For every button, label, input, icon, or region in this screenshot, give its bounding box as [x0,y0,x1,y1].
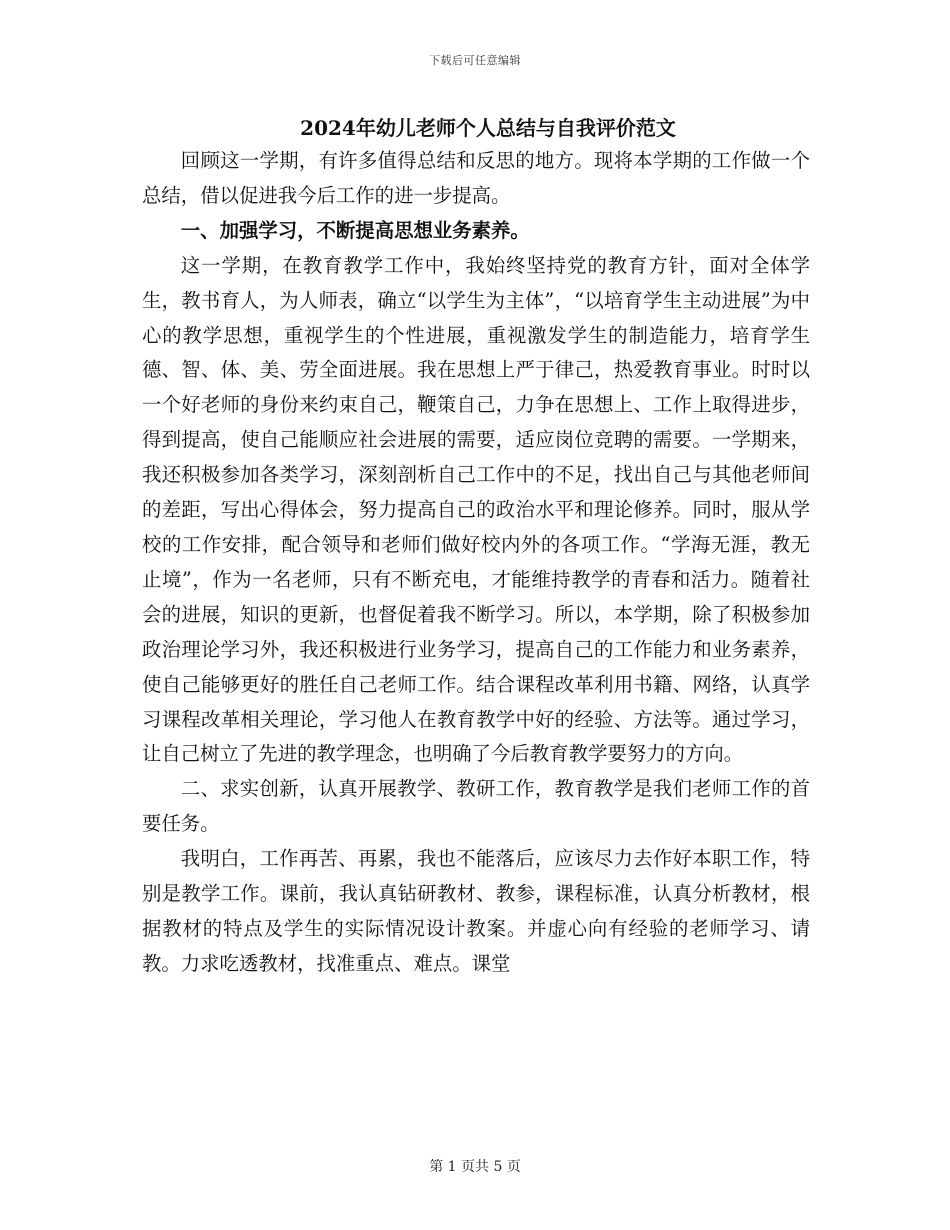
page-footer: 第 1 页共 5 页 [429,1159,521,1175]
section-heading-2: 二、求实创新，认真开展教学、教研工作，教育教学是我们老师工作的首要任务。 [142,777,810,836]
document-body [142,112,810,982]
document-title: 2024年幼儿老师个人总结与自我评价范文 [300,116,676,140]
paragraph-teaching: 我明白，工作再苦、再累，我也不能落后，应该尽力去作好本职工作，特别是教学工作。课前，我认真钻研教材、教参，课程标准，认真分析教材，根据教材的特点及学生的实际情况设计教案。并虚心向有经验的老师学习、请教。力求吃透教材，找准重点、难点。课堂 [142,847,810,975]
page-header: 下载后可任意编辑 [429,54,521,67]
section-heading-1: 一、加强学习，不断提高思想业务素养。 [180,218,530,242]
paragraph-intro: 回顾这一学期，有许多值得总结和反思的地方。现将本学期的工作做一个总结，借以促进我今后工作的进一步提高。 [142,149,810,207]
paragraph-study: 这一学期，在教育教学工作中，我始终坚持党的教育方针，面对全体学生，教书育人，为人师表，确立“以学生为主体”，“以培育学生主动进展”为中心的教学思想，重视学生的个性进展，重视激发学生的制造能力，培育学生德、智、体、美、劳全面进展。我在思想上严于律己，热爱教育事业。时时以一个好老师的身份来约束自己，鞭策自己，力争在思想上、工作上取得进步，得到提高，使自己能顺应社会进展的需要，适应岗位竞聘的需要。一学期来，我还积极参加各类学习，深刻剖析自己工作中的不足，找出自己与其他老师间的差距，写出心得体会，努力提高自己的政治水平和理论修养。同时，服从学校的工作安排，配合领导和老师们做好校内外的各项工作。“学海无涯，教无止境”，作为一名老师，只有不断充电，才能维持教学的青春和活力。随着社会的进展，知识的更新，也督促着我不断学习。所以，本学期，除了积极参加政治理论学习外，我还积极进行业务学习，提高自己的工作能力和业务素养，使自己能够更好的胜任自己老师工作。结合课程改革利用书籍、网络，认真学习课程改革相关理论，学习他人在教育教学中好的经验、方法等。通过学习，让自己树立了先进的教学理念，也明确了今后教育教学要努力的方向。 [142,253,810,766]
